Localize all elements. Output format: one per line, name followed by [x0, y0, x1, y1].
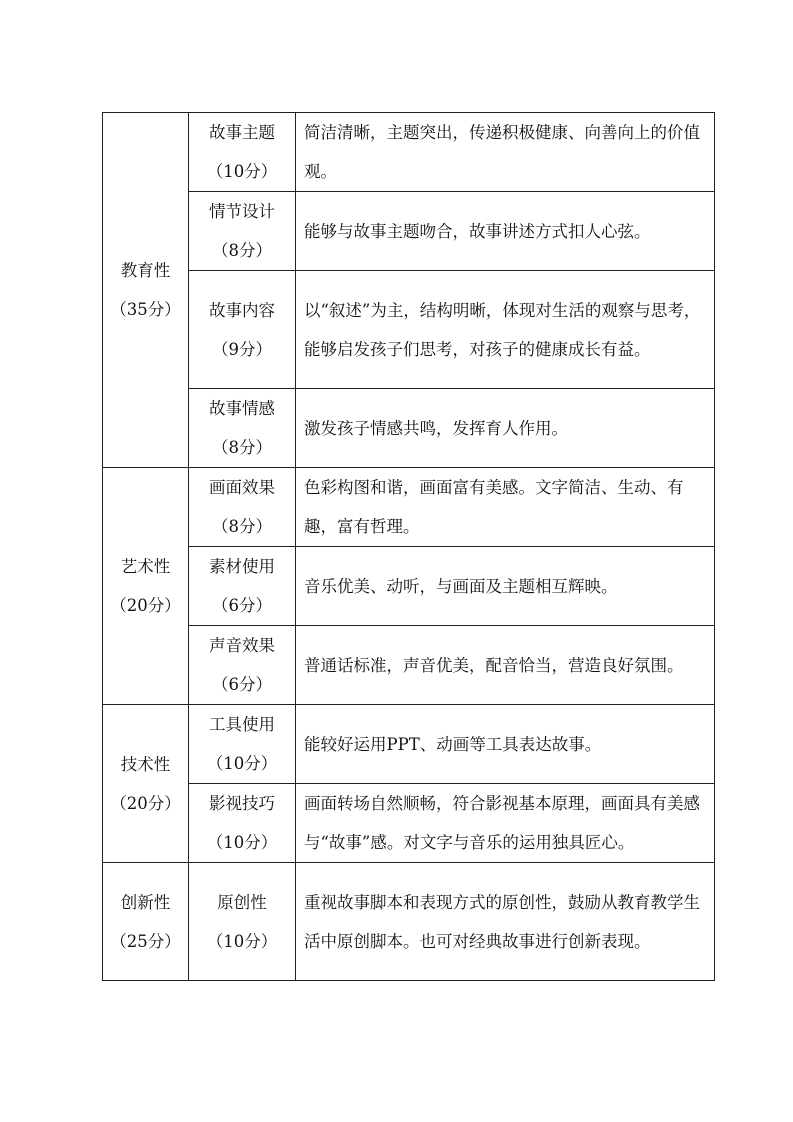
- criterion-description: 音乐优美、动听，与画面及主题相互辉映。: [296, 547, 715, 626]
- criterion-score: （8分）: [212, 517, 272, 536]
- table-row: [103, 547, 715, 626]
- criterion-score: （10分）: [206, 833, 278, 852]
- criterion-name: 故事内容: [209, 300, 275, 320]
- scoring-rubric-table: [102, 112, 715, 981]
- criterion-score: （6分）: [212, 596, 272, 615]
- criterion-description: 普通话标准，声音优美，配音恰当，营造良好氛围。: [296, 626, 715, 705]
- table-row: [103, 192, 715, 271]
- category-score: （35分）: [110, 300, 181, 319]
- category-score: （20分）: [110, 596, 181, 615]
- category-name: 教育性: [120, 261, 171, 280]
- criterion-cell: [189, 113, 296, 192]
- criterion-name: 影视技巧: [209, 794, 275, 813]
- category-name: 创新性: [120, 892, 171, 912]
- category-score: （25分）: [110, 931, 181, 951]
- criterion-score: （10分）: [206, 931, 278, 951]
- table-row: [103, 705, 715, 784]
- criterion-cell: [189, 547, 296, 626]
- criterion-cell: [189, 784, 296, 863]
- table-row: [103, 271, 715, 389]
- category-score: （20分）: [110, 793, 181, 813]
- criterion-description: 简洁清晰，主题突出，传递积极健康、向善向上的价值观。: [296, 113, 715, 192]
- criterion-cell: [189, 271, 296, 389]
- criterion-score: （9分）: [212, 339, 272, 359]
- criterion-description: 能够与故事主题吻合，故事讲述方式扣人心弦。: [296, 192, 715, 271]
- category-cell: [103, 468, 189, 705]
- criterion-description: 激发孩子情感共鸣，发挥育人作用。: [296, 389, 715, 468]
- criterion-description: 画面转场自然顺畅，符合影视基本原理，画面具有美感与“故事”感。对文字与音乐的运用独具匠心。: [296, 784, 715, 863]
- criterion-description: 能较好运用PPT、动画等工具表达故事。: [296, 705, 715, 784]
- criterion-name: 工具使用: [209, 715, 275, 734]
- category-cell: [103, 705, 189, 863]
- category-cell: [103, 863, 189, 981]
- criterion-name: 情节设计: [209, 202, 275, 221]
- criterion-description: 色彩构图和谐，画面富有美感。文字简洁、生动、有趣，富有哲理。: [296, 468, 715, 547]
- table-row: [103, 784, 715, 863]
- category-name: 艺术性: [120, 557, 171, 576]
- criterion-description: 重视故事脚本和表现方式的原创性，鼓励从教育教学生活中原创脚本。也可对经典故事进行创新表现。: [296, 863, 715, 981]
- criterion-score: （10分）: [206, 754, 278, 773]
- table-row: [103, 113, 715, 192]
- category-cell: [103, 113, 189, 468]
- criterion-name: 故事情感: [209, 399, 275, 418]
- criterion-name: 素材使用: [209, 557, 275, 576]
- table-row: [103, 468, 715, 547]
- criterion-cell: [189, 389, 296, 468]
- criterion-cell: [189, 192, 296, 271]
- criterion-name: 画面效果: [209, 478, 275, 497]
- criterion-score: （10分）: [206, 162, 278, 181]
- category-name: 技术性: [120, 754, 171, 774]
- criterion-description: 以“叙述”为主，结构明晰，体现对生活的观察与思考，能够启发孩子们思考，对孩子的健康成长有益。: [296, 271, 715, 389]
- criterion-cell: [189, 705, 296, 784]
- criterion-name: 声音效果: [209, 636, 275, 655]
- table-row: [103, 863, 715, 981]
- criterion-cell: [189, 863, 296, 981]
- criterion-score: （8分）: [212, 241, 272, 260]
- table-row: [103, 626, 715, 705]
- criterion-cell: [189, 626, 296, 705]
- criterion-name: 原创性: [217, 892, 267, 912]
- table-row: [103, 389, 715, 468]
- criterion-name: 故事主题: [209, 123, 275, 142]
- criterion-score: （6分）: [212, 675, 272, 694]
- criterion-cell: [189, 468, 296, 547]
- criterion-score: （8分）: [212, 438, 272, 457]
